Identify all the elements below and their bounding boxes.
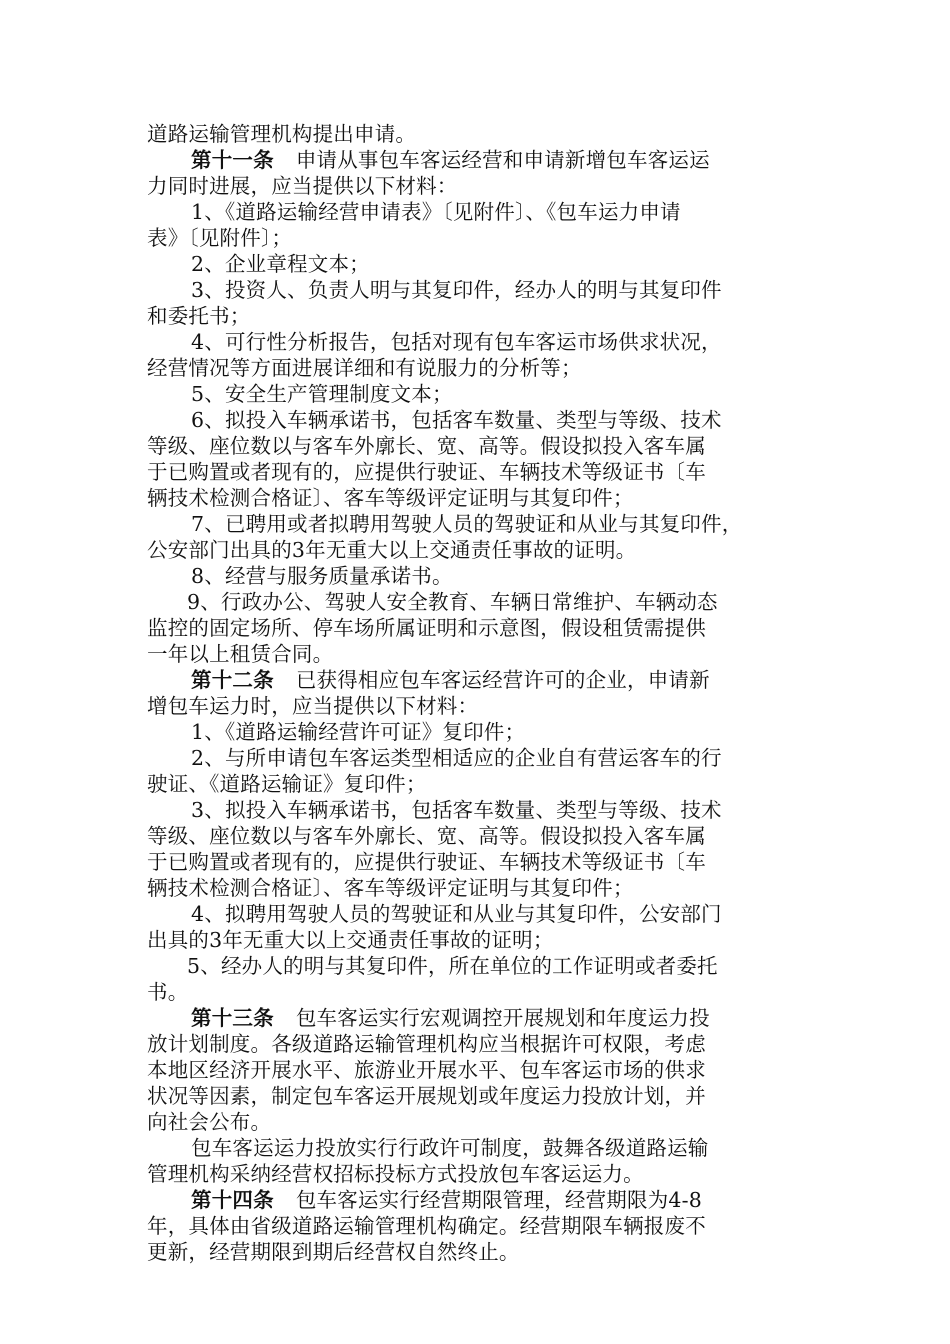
text-line bbox=[147, 225, 807, 251]
text-line bbox=[147, 927, 807, 953]
text-line bbox=[147, 563, 807, 589]
line-text: 驶证、《道路运输证》复印件； bbox=[147, 772, 427, 796]
text-line bbox=[147, 901, 807, 927]
line-text: 9、行政办公、驾驶人安全教育、车辆日常维护、车辆动态 bbox=[187, 590, 718, 614]
text-line bbox=[147, 1057, 807, 1083]
text-line bbox=[147, 1109, 807, 1135]
line-text: 2、企业章程文本； bbox=[191, 252, 370, 276]
line-text: 申请从事包车客运经营和申请新增包车客运运 bbox=[295, 148, 710, 172]
line-text: 更新，经营期限到期后经营权自然终止。 bbox=[147, 1240, 520, 1264]
text-line bbox=[147, 719, 807, 745]
line-text: 向社会公布。 bbox=[147, 1110, 272, 1134]
line-text: 等级、座位数以与客车外廓长、宽、高等。假设拟投入客车属 bbox=[147, 824, 706, 848]
text-line bbox=[147, 381, 807, 407]
text-line bbox=[147, 979, 807, 1005]
text-line bbox=[147, 875, 807, 901]
line-text: 辆技术检测合格证〕、客车等级评定证明与其复印件； bbox=[147, 876, 634, 900]
article-heading: 第十二条 bbox=[191, 668, 274, 692]
text-line bbox=[147, 459, 807, 485]
text-line bbox=[147, 173, 807, 199]
text-line bbox=[147, 1161, 807, 1187]
text-line bbox=[147, 329, 807, 355]
text-line bbox=[147, 355, 807, 381]
line-text: 2、与所申请包车客运类型相适应的企业自有营运客车的行 bbox=[191, 746, 722, 770]
line-text: 已获得相应包车客运经营许可的企业，申请新 bbox=[295, 668, 710, 692]
line-text: 出具的3年无重大以上交通责任事故的证明； bbox=[147, 928, 554, 952]
line-text: 4、拟聘用驾驶人员的驾驶证和从业与其复印件，公安部门 bbox=[191, 902, 722, 926]
line-text: 1、《道路运输经营许可证》复印件； bbox=[191, 720, 526, 744]
line-text: 包车客运实行宏观调控开展规划和年度运力投 bbox=[295, 1006, 710, 1030]
text-line bbox=[147, 433, 807, 459]
text-line bbox=[147, 641, 807, 667]
document-body bbox=[147, 121, 807, 1265]
line-text: 1、《道路运输经营申请表》〔见附件〕、《包车运力申请 bbox=[191, 200, 681, 224]
line-text: 增包车运力时，应当提供以下材料： bbox=[147, 694, 479, 718]
text-line bbox=[147, 407, 807, 433]
text-line bbox=[147, 1239, 807, 1265]
line-text: 经营情况等方面进展详细和有说服力的分析等； bbox=[147, 356, 582, 380]
line-text: 6、拟投入车辆承诺书，包括客车数量、类型与等级、技术 bbox=[191, 408, 722, 432]
text-line bbox=[147, 303, 807, 329]
text-line bbox=[147, 1083, 807, 1109]
text-line bbox=[147, 277, 807, 303]
line-text: 和委托书； bbox=[147, 304, 251, 328]
line-text: 辆技术检测合格证〕、客车等级评定证明与其复印件； bbox=[147, 486, 634, 510]
line-text: 包车客运实行经营期限管理，经营期限为4-8 bbox=[295, 1188, 703, 1212]
text-line bbox=[147, 121, 807, 147]
text-line bbox=[147, 589, 807, 615]
text-line bbox=[147, 251, 807, 277]
line-text: 3、拟投入车辆承诺书，包括客车数量、类型与等级、技术 bbox=[191, 798, 722, 822]
line-text: 7、已聘用或者拟聘用驾驶人员的驾驶证和从业与其复印件， bbox=[191, 512, 743, 536]
text-line bbox=[147, 797, 807, 823]
text-line bbox=[147, 745, 807, 771]
text-line bbox=[147, 693, 807, 719]
line-text: 公安部门出具的3年无重大以上交通责任事故的证明。 bbox=[147, 538, 637, 562]
text-line bbox=[147, 199, 807, 225]
text-line bbox=[147, 511, 807, 537]
text-line bbox=[147, 537, 807, 563]
line-text: 状况等因素，制定包车客运开展规划或年度运力投放计划，并 bbox=[147, 1084, 706, 1108]
article-heading: 第十一条 bbox=[191, 148, 274, 172]
text-line bbox=[147, 485, 807, 511]
line-text: 等级、座位数以与客车外廓长、宽、高等。假设拟投入客车属 bbox=[147, 434, 706, 458]
line-text: 一年以上租赁合同。 bbox=[147, 642, 334, 666]
line-text: 包车客运运力投放实行行政许可制度，鼓舞各级道路运输 bbox=[191, 1136, 709, 1160]
text-line bbox=[147, 667, 807, 693]
line-text: 监控的固定场所、停车场所属证明和示意图，假设租赁需提供 bbox=[147, 616, 706, 640]
article-heading: 第十四条 bbox=[191, 1188, 274, 1212]
text-line bbox=[147, 1005, 807, 1031]
line-text: 本地区经济开展水平、旅游业开展水平、包车客运市场的供求 bbox=[147, 1058, 706, 1082]
line-text: 年，具体由省级道路运输管理机构确定。经营期限车辆报废不 bbox=[147, 1214, 706, 1238]
text-line bbox=[147, 953, 807, 979]
text-line bbox=[147, 1187, 807, 1213]
line-text: 力同时进展，应当提供以下材料： bbox=[147, 174, 458, 198]
line-text: 表》〔见附件〕； bbox=[147, 226, 293, 250]
text-line bbox=[147, 771, 807, 797]
line-text: 于已购置或者现有的，应提供行驶证、车辆技术等级证书〔车 bbox=[147, 850, 706, 874]
text-line bbox=[147, 1213, 807, 1239]
line-text: 管理机构采纳经营权招标投标方式投放包车客运运力。 bbox=[147, 1162, 644, 1186]
line-text: 3、投资人、负责人明与其复印件，经办人的明与其复印件 bbox=[191, 278, 722, 302]
line-text: 8、经营与服务质量承诺书。 bbox=[191, 564, 453, 588]
line-text: 放计划制度。各级道路运输管理机构应当根据许可权限，考虑 bbox=[147, 1032, 706, 1056]
line-text: 5、安全生产管理制度文本； bbox=[191, 382, 453, 406]
text-line bbox=[147, 849, 807, 875]
text-line bbox=[147, 147, 807, 173]
article-heading: 第十三条 bbox=[191, 1006, 274, 1030]
line-text: 5、经办人的明与其复印件，所在单位的工作证明或者委托 bbox=[187, 954, 718, 978]
text-line bbox=[147, 615, 807, 641]
line-text: 于已购置或者现有的，应提供行驶证、车辆技术等级证书〔车 bbox=[147, 460, 706, 484]
text-line bbox=[147, 1031, 807, 1057]
line-text: 道路运输管理机构提出申请。 bbox=[147, 122, 417, 146]
text-line bbox=[147, 823, 807, 849]
line-text: 书。 bbox=[147, 980, 189, 1004]
text-line bbox=[147, 1135, 807, 1161]
line-text: 4、可行性分析报告，包括对现有包车客运市场供求状况， bbox=[191, 330, 722, 354]
